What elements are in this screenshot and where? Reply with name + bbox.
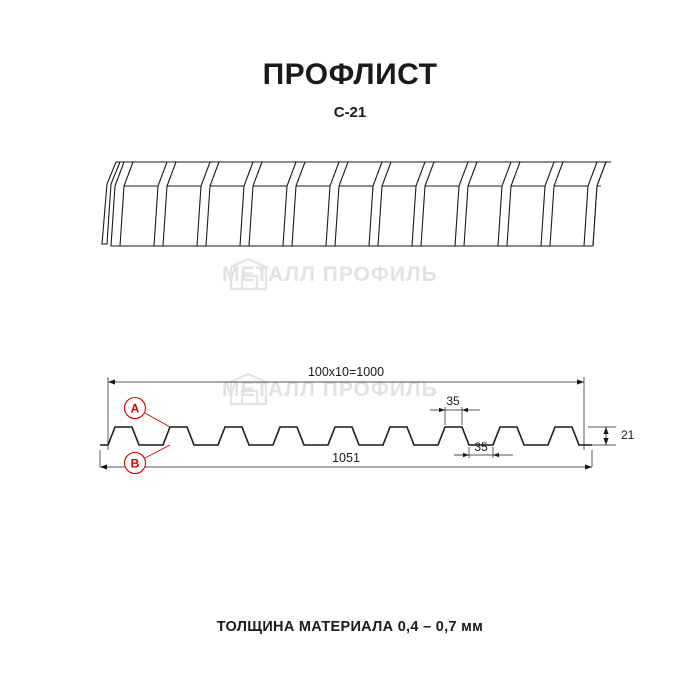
dim-rib-bottom-label: 35 — [474, 440, 488, 454]
technical-drawing-svg — [70, 355, 650, 505]
dim-height-label: 21 — [621, 428, 635, 442]
product-model: С-21 — [333, 104, 367, 121]
callout-a-label: A — [130, 401, 140, 416]
watermark-text-2: МЕТАЛЛ ПРОФИЛЬ — [222, 378, 438, 401]
page-title: ПРОФЛИСТ — [262, 58, 438, 91]
thickness-note: ТОЛЩИНА МАТЕРИАЛА 0,4 – 0,7 мм — [216, 619, 484, 635]
profile-3d-illustration — [80, 160, 625, 270]
watermark-text-1: МЕТАЛЛ ПРОФИЛЬ — [222, 263, 438, 286]
technical-drawing — [70, 355, 650, 505]
dim-top-label: 100х10=1000 — [307, 365, 385, 379]
dim-rib-top-label: 35 — [446, 394, 460, 408]
profile-3d-svg — [80, 160, 625, 270]
dim-bottom-label: 1051 — [332, 451, 360, 465]
callout-b-label: B — [130, 456, 140, 471]
